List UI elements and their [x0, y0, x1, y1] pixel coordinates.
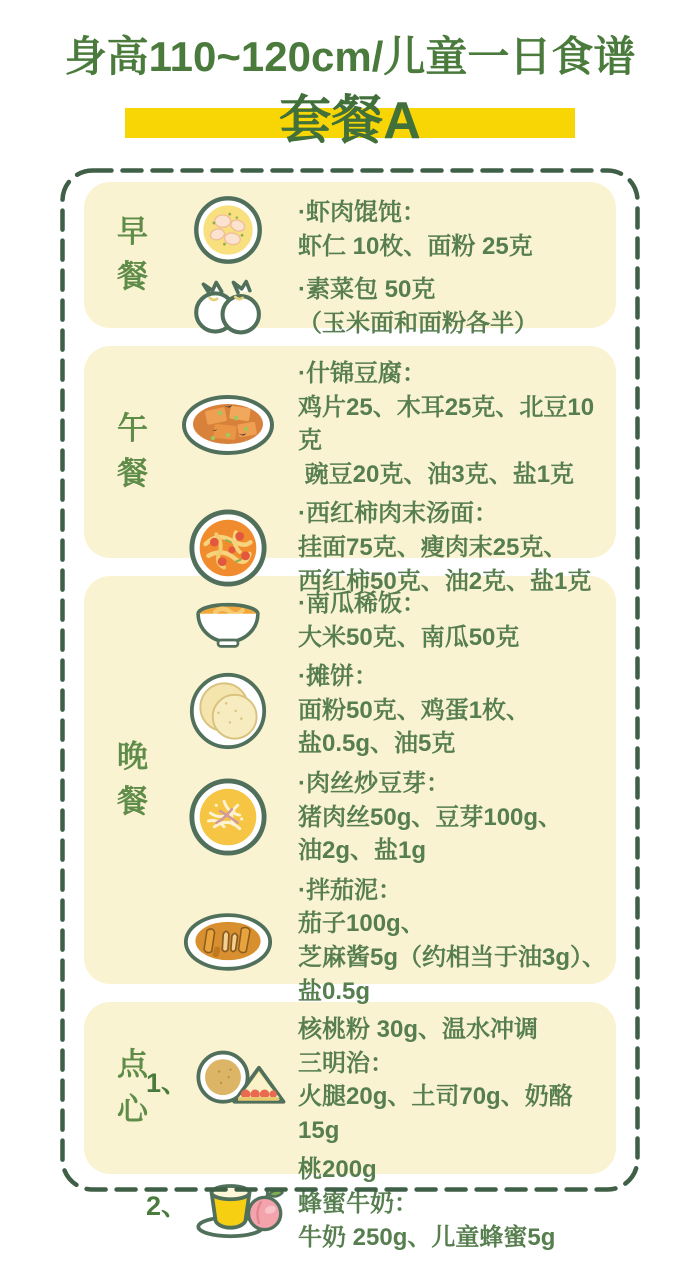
- bean-sprouts-plate-icon: [168, 776, 288, 858]
- item-line: 挂面75克、瘦肉末25克、: [298, 533, 568, 561]
- meal-item: [145, 1153, 606, 1254]
- pancake-plate-icon: [168, 671, 288, 751]
- item-line: 鸡片25、木耳25克、北豆10克: [298, 393, 595, 455]
- item-line: ·拌茄泥：: [298, 876, 402, 904]
- meal-item-text: [298, 1153, 555, 1254]
- item-line: ·什锦豆腐：: [298, 360, 426, 387]
- item-line: 蜂蜜牛奶：: [298, 1189, 418, 1217]
- meal-item-text: [298, 273, 538, 340]
- lunch-label: 午餐: [116, 411, 149, 491]
- eggplant-plate-icon: [168, 909, 288, 973]
- subtitle-banner: [125, 92, 575, 154]
- meal-item: [168, 660, 606, 761]
- dinner-card: [84, 576, 616, 1005]
- meal-item: [168, 767, 606, 868]
- meal-plan-board: [60, 168, 640, 1251]
- snack-item-number: 2、: [145, 1191, 188, 1222]
- item-line: 豌豆20克、油3克、盐1克: [298, 460, 575, 488]
- item-line: ·虾肉馄饨：: [298, 199, 426, 227]
- meal-item: [145, 1013, 606, 1147]
- item-line: 芝麻酱5g（约相当于油3g）、: [298, 943, 607, 971]
- meal-item-text: [298, 587, 519, 654]
- tofu-plate-icon: [168, 391, 288, 457]
- page-title: 身高110~120cm/儿童一日食谱: [64, 33, 636, 80]
- snack-card: [84, 1002, 616, 1251]
- item-line: 面粉50克、鸡蛋1枚、: [298, 696, 531, 724]
- breakfast-card: [84, 182, 616, 337]
- wonton-bowl-icon: [168, 193, 288, 267]
- item-line: 核桃粉 30g、温水冲调: [298, 1016, 539, 1043]
- lunch-card: [84, 346, 616, 595]
- subtitle: 套餐A: [279, 92, 421, 150]
- meal-item-text: [298, 767, 562, 868]
- item-line: 牛奶 250g、儿童蜂蜜5g: [298, 1223, 556, 1251]
- tomato-noodle-bowl-icon: [168, 507, 288, 589]
- meal-item-text: [298, 357, 606, 491]
- item-line: ·素菜包 50克: [298, 276, 436, 303]
- meal-item: [168, 874, 606, 1008]
- milk-cup-peach-icon: [192, 1168, 288, 1240]
- meal-item-text: [298, 196, 533, 263]
- snack-item-number: 1、: [145, 1067, 188, 1098]
- walnut-drink-sandwich-icon: [192, 1045, 288, 1115]
- item-line: 西红柿50克、油2克、盐1克: [298, 567, 592, 595]
- steamed-buns-icon: [168, 276, 288, 338]
- meal-item: [168, 193, 606, 267]
- item-line: 猪肉丝50g、豆芽100g、: [298, 803, 563, 831]
- item-line: 盐0.5g、油5克: [298, 730, 456, 758]
- breakfast-label: 早餐: [116, 214, 149, 294]
- meal-item-text: [298, 660, 530, 761]
- item-line: 茄子100g、: [298, 910, 425, 938]
- dinner-label: 晚餐: [116, 739, 149, 819]
- snack-label: 点心: [116, 1047, 149, 1127]
- item-line: ·南瓜稀饭：: [298, 590, 426, 617]
- meal-item: [168, 587, 606, 654]
- item-line: ·西红柿肉末汤面：: [298, 500, 498, 528]
- pumpkin-porridge-bowl-icon: [168, 588, 288, 654]
- item-line: 盐0.5g: [298, 977, 371, 1005]
- item-line: 大米50克、南瓜50克: [298, 623, 520, 651]
- meal-item-text: [298, 874, 606, 1008]
- item-line: 虾仁 10枚、面粉 25克: [298, 233, 533, 260]
- item-line: 桃200g: [298, 1156, 377, 1184]
- meal-item: [168, 357, 606, 491]
- item-line: ·肉丝炒豆芽：: [298, 769, 450, 797]
- item-line: 三明治：: [298, 1049, 394, 1077]
- item-line: 油2g、盐1g: [298, 837, 427, 865]
- meal-item: [168, 273, 606, 340]
- item-line: （玉米面和面粉各半）: [298, 309, 538, 337]
- item-line: 火腿20g、土司70g、奶酪15g: [298, 1083, 573, 1144]
- meal-item-text: [298, 1013, 606, 1147]
- item-line: ·摊饼：: [298, 663, 378, 691]
